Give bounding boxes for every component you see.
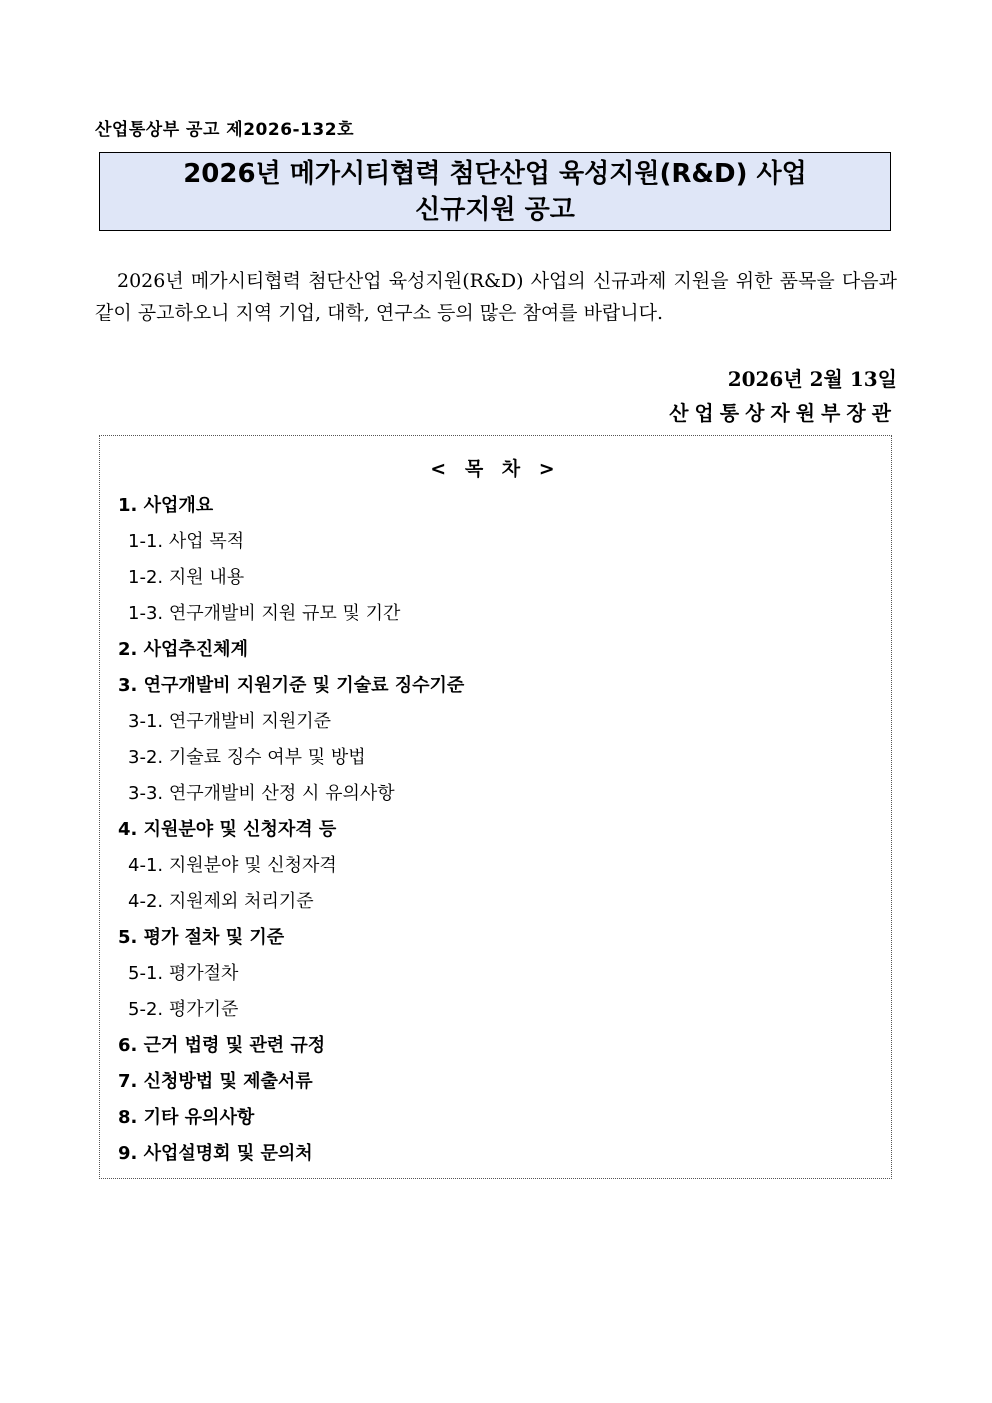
toc-subsection: 1-2. 지원 내용 (128, 567, 245, 588)
announcement-date: 2026년 2월 13일 (727, 367, 897, 391)
toc-subsection: 4-2. 지원제외 처리기준 (128, 891, 314, 912)
title-box (99, 152, 891, 231)
toc-subsection: 1-3. 연구개발비 지원 규모 및 기간 (128, 603, 401, 624)
table-of-contents (99, 435, 892, 1179)
toc-section-heading: 9. 사업설명회 및 문의처 (118, 1143, 313, 1164)
toc-title: < 목 차 > (430, 458, 561, 480)
title-line-1: 2026년 메가시티협력 첨단산업 육성지원(R&D) 사업 (183, 159, 807, 189)
toc-section-heading: 6. 근거 법령 및 관련 규정 (118, 1035, 326, 1056)
toc-subsection: 4-1. 지원분야 및 신청자격 (128, 855, 337, 876)
toc-section-heading: 5. 평가 절차 및 기준 (118, 927, 285, 948)
toc-section-heading: 8. 기타 유의사항 (118, 1107, 255, 1128)
toc-subsection: 3-2. 기술료 징수 여부 및 방법 (128, 747, 366, 768)
toc-section-heading: 2. 사업추진체계 (118, 639, 248, 660)
toc-subsection: 5-2. 평가기준 (128, 999, 239, 1020)
notice-number: 산업통상부 공고 제2026-132호 (95, 120, 354, 140)
issuer-name: 산업통상자원부장관 (669, 401, 897, 425)
toc-subsection: 1-1. 사업 목적 (128, 531, 245, 552)
title-line-2: 신규지원 공고 (415, 195, 575, 225)
toc-section-heading: 4. 지원분야 및 신청자격 등 (118, 819, 337, 840)
intro-paragraph: 2026년 메가시티협력 첨단산업 육성지원(R&D) 사업의 신규과제 지원을 위한 품목을 다음과 같이 공고하오니 지역 기업, 대학, 연구소 등의 많은 참여를 바랍니다. (95, 270, 897, 324)
toc-section-heading: 7. 신청방법 및 제출서류 (118, 1071, 313, 1092)
toc-list (118, 488, 464, 1172)
toc-subsection: 5-1. 평가절차 (128, 963, 239, 984)
toc-section-heading: 3. 연구개발비 지원기준 및 기술료 징수기준 (118, 675, 465, 696)
toc-subsection: 3-1. 연구개발비 지원기준 (128, 711, 332, 732)
toc-section-heading: 1. 사업개요 (118, 495, 214, 516)
toc-subsection: 3-3. 연구개발비 산정 시 유의사항 (128, 783, 395, 804)
